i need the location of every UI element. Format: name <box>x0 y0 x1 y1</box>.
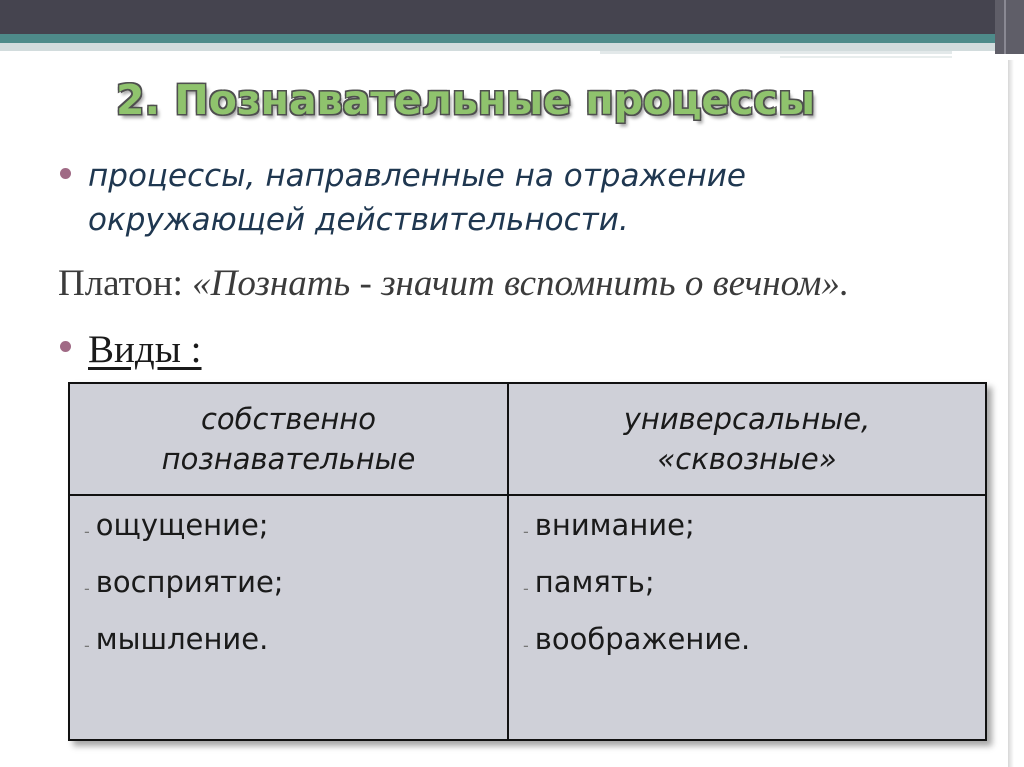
intro-text <box>88 154 888 242</box>
list-item <box>70 565 507 622</box>
header-corner-cap <box>995 0 1024 54</box>
list-item-text: воображение. <box>534 622 751 656</box>
list-item-text: восприятие; <box>95 565 284 599</box>
quote-author: Платон: <box>58 263 193 304</box>
slide-title: 2. Познавательные процессы <box>116 76 816 124</box>
header-cell-line: познавательные <box>161 442 416 476</box>
slide-edge-shadow <box>1008 60 1014 767</box>
list-item-text: ощущение; <box>95 508 269 542</box>
cognitive-list-cell <box>69 495 508 740</box>
header-corner-line <box>1004 0 1006 54</box>
intro-line-1: процессы, направленные на отражение <box>88 158 746 194</box>
table-header-row <box>69 383 986 495</box>
plato-quote <box>58 262 849 305</box>
types-heading: Виды : <box>88 328 202 371</box>
list-item <box>70 622 507 679</box>
list-item-text: мышление. <box>95 622 269 656</box>
dash-marker: - <box>523 579 529 598</box>
header-band-teal <box>0 34 1024 43</box>
header-stripe <box>600 51 952 54</box>
dash-marker: - <box>84 522 90 541</box>
list-item <box>509 622 985 679</box>
header-stripe-2 <box>780 56 952 58</box>
header-cell-line: собственно <box>200 402 376 436</box>
dash-marker: - <box>523 636 529 655</box>
quote-text: «Познать - значит вспомнить о вечном». <box>192 263 850 304</box>
header-cell-cognitive <box>69 383 508 495</box>
universal-list-cell <box>508 495 986 740</box>
table-body-row <box>69 495 986 740</box>
bullet-dot-icon <box>60 168 71 179</box>
header-band-light <box>0 43 1024 51</box>
header-band-dark <box>0 0 1024 34</box>
header-cell-universal <box>508 383 986 495</box>
list-item <box>509 565 985 622</box>
list-item <box>509 508 985 565</box>
header-cell-line: «сквозные» <box>657 442 837 476</box>
process-types-table <box>68 382 987 741</box>
list-item-text: внимание; <box>534 508 695 542</box>
header-cell-line: универсальные, <box>623 402 871 436</box>
dash-marker: - <box>84 636 90 655</box>
bullet-dot-icon <box>60 341 71 352</box>
dash-marker: - <box>523 522 529 541</box>
list-item <box>70 508 507 565</box>
dash-marker: - <box>84 579 90 598</box>
list-item-text: память; <box>534 565 655 599</box>
intro-line-2: окружающей действительности. <box>88 202 629 238</box>
